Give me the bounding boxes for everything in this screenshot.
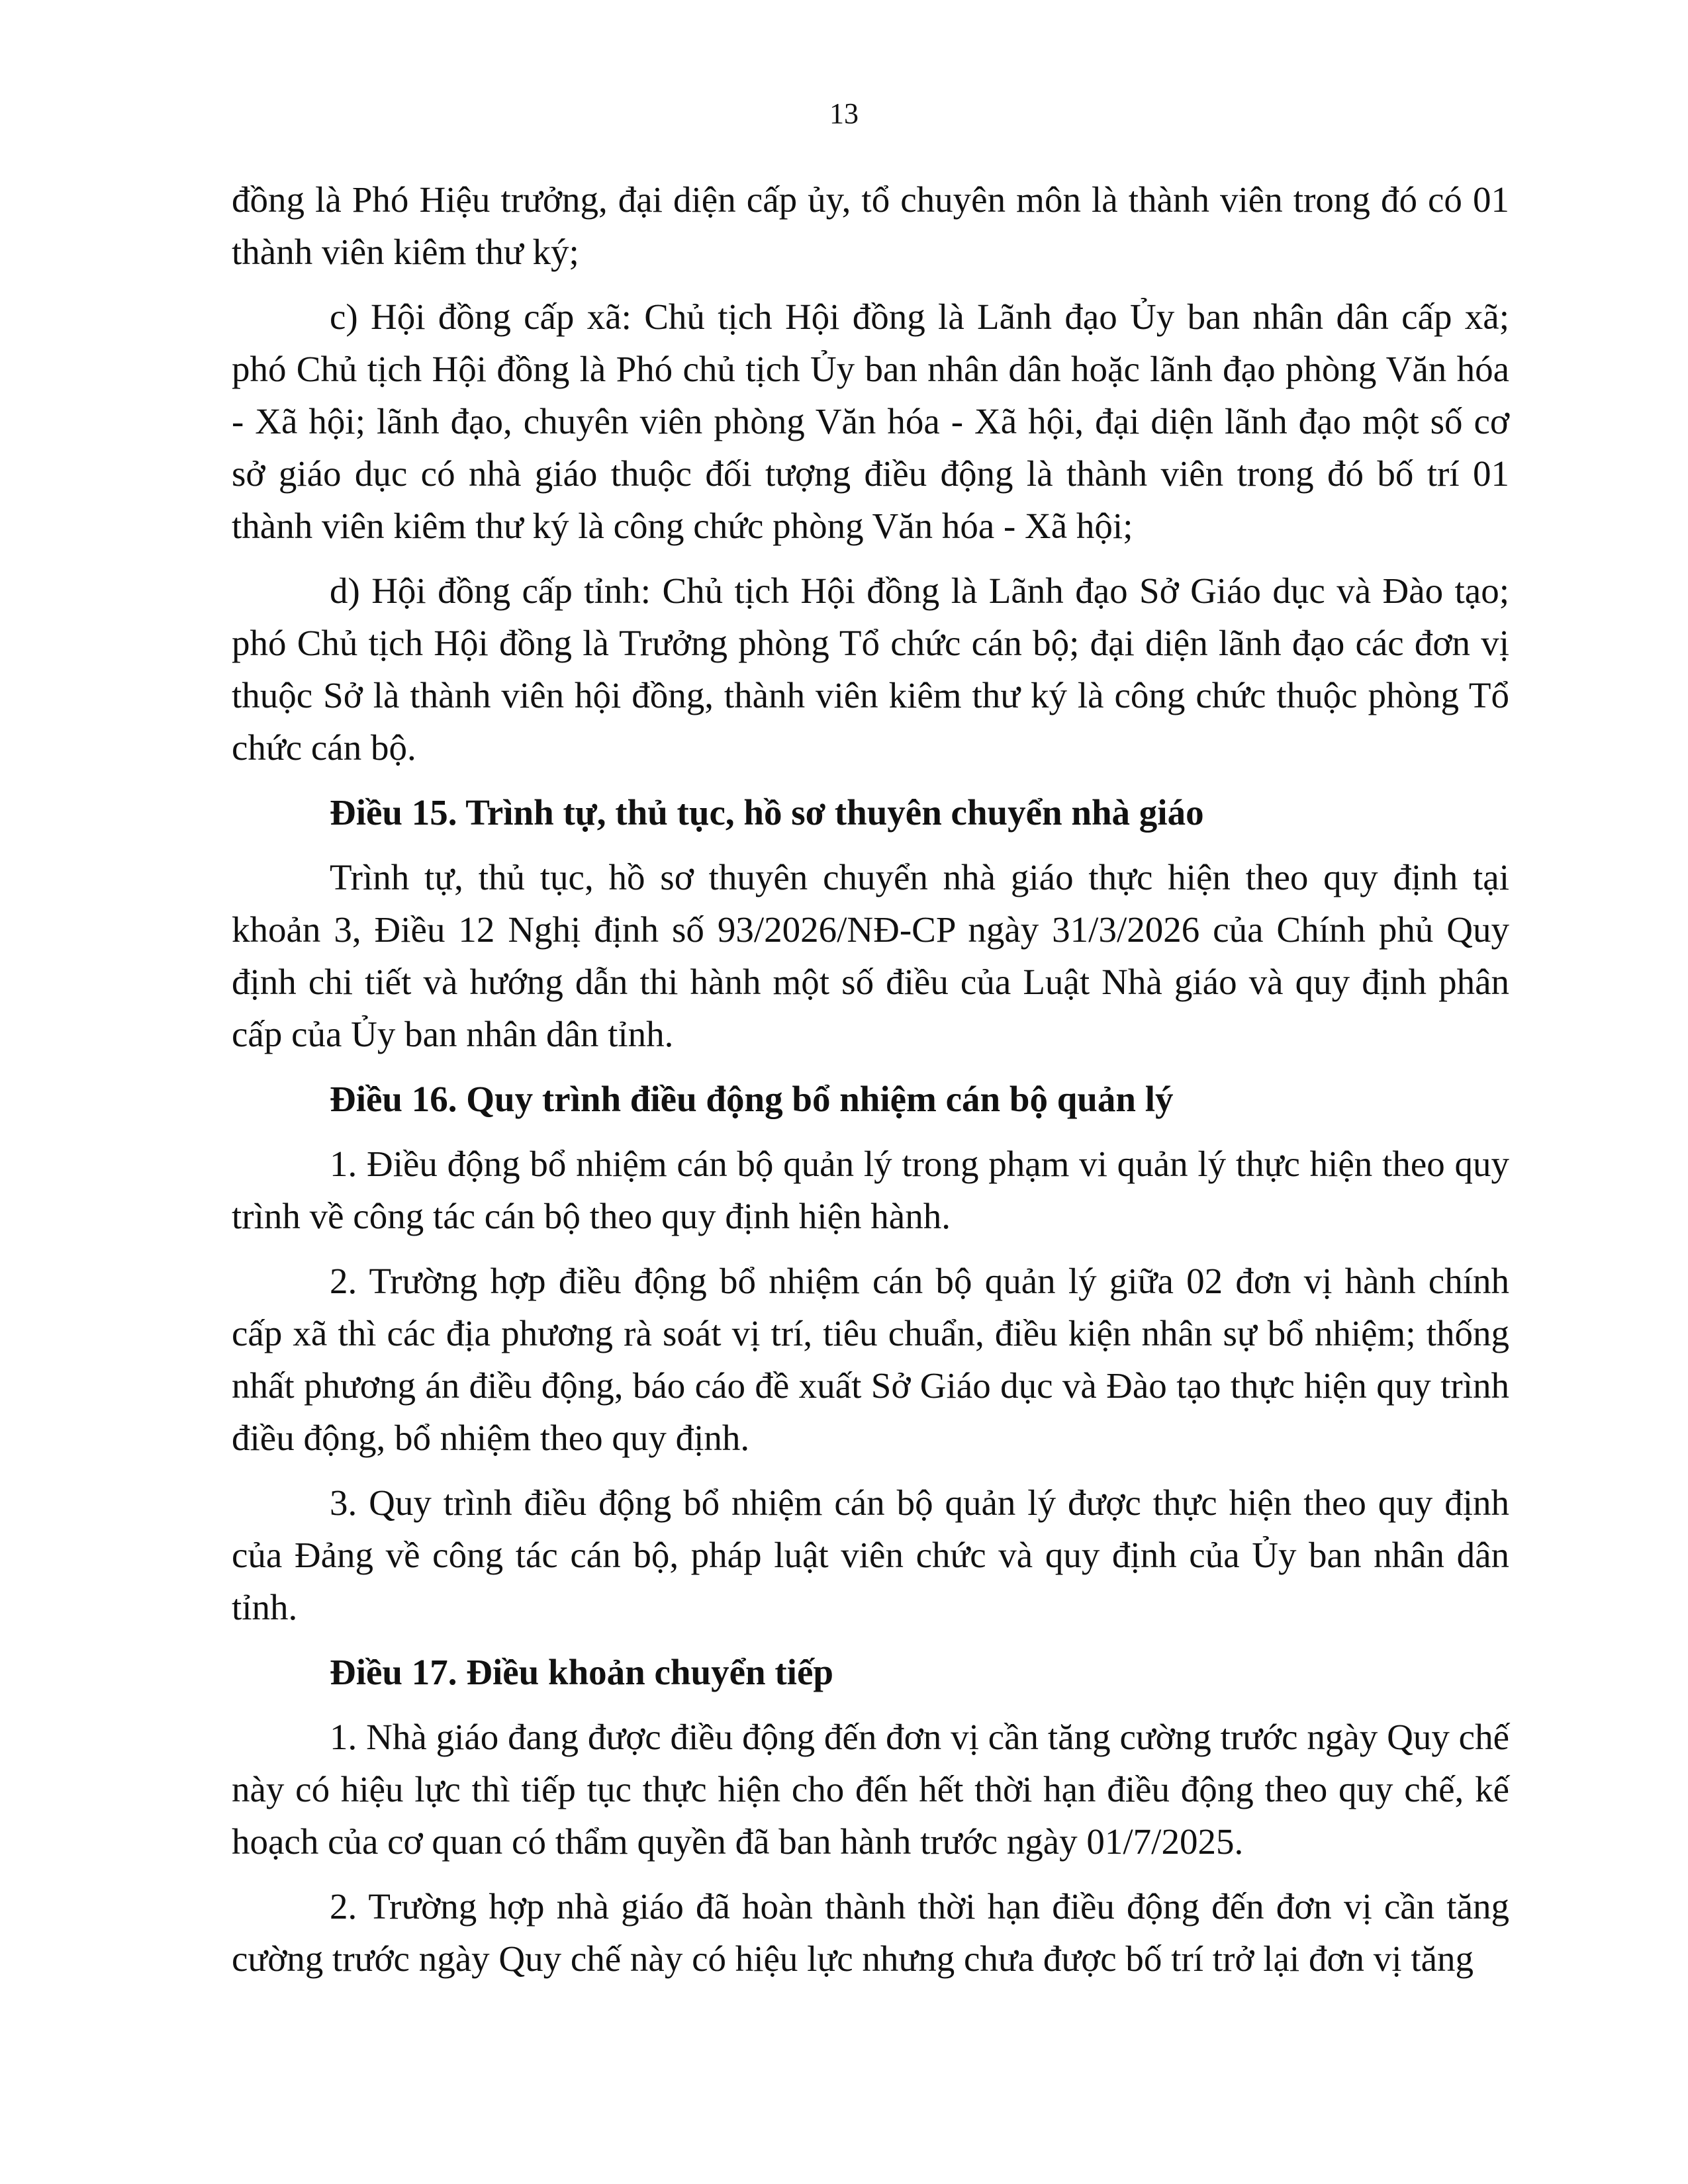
- paragraph-commune-council: c) Hội đồng cấp xã: Chủ tịch Hội đồng là Lãnh đạo Ủy ban nhân dân cấp xã; phó Chủ tịch Hội đồng là Phó chủ tịch Ủy ban nhân dân hoặc lãnh đạo phòng Văn hóa - Xã hội; lãnh đạo, chuyên viên phòng Văn hóa - Xã hội, đại diện lãnh đạo một số cơ sở giáo dục có nhà giáo thuộc đối tượng điều động là thành viên trong đó bố trí 01 thành viên kiêm thư ký là công chức phòng Văn hóa - Xã hội;: [232, 296, 1509, 546]
- article-17-heading: Điều 17. Điều khoản chuyển tiếp: [330, 1652, 833, 1692]
- article-16-clause-1: 1. Điều động bổ nhiệm cán bộ quản lý trong phạm vi quản lý thực hiện theo quy trình về công tác cán bộ theo quy định hiện hành.: [232, 1144, 1509, 1236]
- article-15-body: Trình tự, thủ tục, hồ sơ thuyên chuyển nhà giáo thực hiện theo quy định tại khoản 3, Điều 12 Nghị định số 93/2026/NĐ-CP ngày 31/3/2026 của Chính phủ Quy định chi tiết và hướng dẫn thi hành một số điều của Luật Nhà giáo và quy định phân cấp của Ủy ban nhân dân tỉnh.: [232, 857, 1509, 1054]
- paragraph-province-council: d) Hội đồng cấp tỉnh: Chủ tịch Hội đồng là Lãnh đạo Sở Giáo dục và Đào tạo; phó Chủ tịch Hội đồng là Trưởng phòng Tổ chức cán bộ; đại diện lãnh đạo các đơn vị thuộc Sở là thành viên hội đồng, thành viên kiêm thư ký là công chức thuộc phòng Tổ chức cán bộ.: [232, 570, 1509, 768]
- article-16-clause-2: 2. Trường hợp điều động bổ nhiệm cán bộ quản lý giữa 02 đơn vị hành chính cấp xã thì các địa phương rà soát vị trí, tiêu chuẩn, điều kiện nhân sự bổ nhiệm; thống nhất phương án điều động, báo cáo đề xuất Sở Giáo dục và Đào tạo thực hiện quy trình điều động, bổ nhiệm theo quy định.: [232, 1261, 1509, 1458]
- paragraph-continuation: đồng là Phó Hiệu trưởng, đại diện cấp ủy, tổ chuyên môn là thành viên trong đó có 01 thành viên kiêm thư ký;: [232, 179, 1509, 272]
- article-15-heading: Điều 15. Trình tự, thủ tục, hồ sơ thuyên chuyển nhà giáo: [330, 792, 1204, 833]
- article-17-clause-2: 2. Trường hợp nhà giáo đã hoàn thành thời hạn điều động đến đơn vị cần tăng cường trước ngày Quy chế này có hiệu lực nhưng chưa được bố trí trở lại đơn vị tăng: [232, 1886, 1509, 1979]
- article-16-clause-3: 3. Quy trình điều động bổ nhiệm cán bộ quản lý được thực hiện theo quy định của Đảng về công tác cán bộ, pháp luật viên chức và quy định của Ủy ban nhân dân tỉnh.: [232, 1482, 1509, 1627]
- article-17-clause-1: 1. Nhà giáo đang được điều động đến đơn vị cần tăng cường trước ngày Quy chế này có hiệu lực thì tiếp tục thực hiện cho đến hết thời hạn điều động theo quy chế, kế hoạch của cơ quan có thẩm quyền đã ban hành trước ngày 01/7/2025.: [232, 1717, 1509, 1862]
- document-body: [232, 173, 1509, 1985]
- article-16-heading: Điều 16. Quy trình điều động bổ nhiệm cán bộ quản lý: [330, 1079, 1174, 1119]
- page-number: 13: [829, 97, 859, 130]
